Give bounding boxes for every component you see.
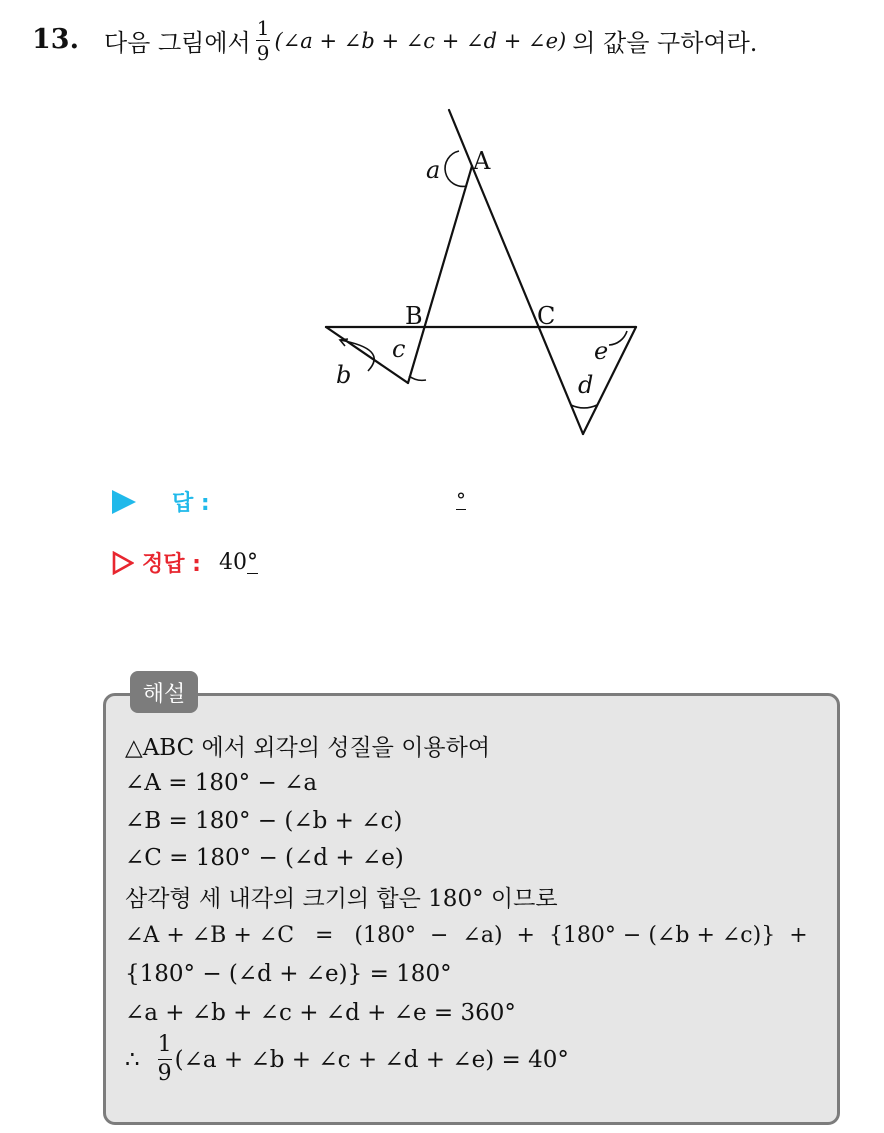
correct-answer-degree: ° xyxy=(246,550,258,575)
question-number: 13. xyxy=(32,24,79,55)
question-suffix: 의 값을 구하여라. xyxy=(572,29,758,58)
angle-a-label: a xyxy=(426,156,441,184)
correct-answer-row xyxy=(112,547,258,578)
question-text xyxy=(104,16,758,66)
answer-label: 답 : xyxy=(172,491,210,516)
solution-final-expression: (∠a + ∠b + ∠c + ∠d + ∠e) = 40° xyxy=(174,1046,569,1073)
solution-line-2: ∠A = 180° − ∠a xyxy=(125,770,318,796)
fraction-denominator: 9 xyxy=(256,41,270,66)
line-A-to-d-vertex xyxy=(472,166,583,434)
solution-line-8: ∠a + ∠b + ∠c + ∠d + ∠e = 360° xyxy=(125,1000,516,1026)
solution-line-7: {180° − (∠d + ∠e)} = 180° xyxy=(125,961,452,987)
angle-d-arc xyxy=(571,405,597,408)
angle-e-arc xyxy=(609,331,627,345)
angle-a-arc xyxy=(445,151,467,186)
solution-tag: 해설 xyxy=(130,671,198,713)
angle-e-label: e xyxy=(594,337,609,365)
point-A-label: A xyxy=(473,147,491,175)
answer-degree-symbol: ° xyxy=(456,488,466,512)
point-C-label: C xyxy=(537,302,556,330)
extension-line-top xyxy=(449,110,472,166)
solution-fraction xyxy=(158,1034,172,1085)
angle-c-label: c xyxy=(392,335,406,363)
solution-final-line xyxy=(125,1034,569,1085)
question-fraction xyxy=(255,16,272,66)
solution-line-5: 삼각형 세 내각의 크기의 합은 180° 이므로 xyxy=(125,886,558,912)
solution-line-1: △ABC 에서 외각의 성질을 이용하여 xyxy=(125,735,491,761)
solution-fraction-bar xyxy=(158,1059,172,1060)
solution-fraction-denominator: 9 xyxy=(157,1061,172,1087)
angle-c-arc xyxy=(409,376,426,380)
question-expression: (∠a + ∠b + ∠c + ∠d + ∠e) xyxy=(274,28,567,53)
line-A-to-b-vertex xyxy=(408,166,472,383)
fraction-numerator: 1 xyxy=(256,16,270,40)
play-triangle-icon xyxy=(112,490,136,514)
correct-answer-label: 정답 : xyxy=(142,552,201,577)
solution-line-3: ∠B = 180° − (∠b + ∠c) xyxy=(125,808,403,834)
angle-d-label: d xyxy=(578,371,594,399)
solution-line-4: ∠C = 180° − (∠d + ∠e) xyxy=(125,845,404,871)
answer-blank[interactable] xyxy=(456,488,466,512)
outline-triangle-icon xyxy=(112,551,134,575)
angle-b-label: b xyxy=(336,361,352,389)
solution-fraction-numerator: 1 xyxy=(157,1032,172,1057)
correct-answer-value xyxy=(219,550,258,575)
question-prefix: 다음 그림에서 xyxy=(104,29,251,58)
geometry-figure xyxy=(310,108,650,448)
correct-answer-number: 40 xyxy=(218,550,247,575)
point-B-label: B xyxy=(405,302,423,330)
therefore-symbol: ∴ xyxy=(125,1046,140,1073)
answer-row xyxy=(112,486,210,517)
solution-line-6: ∠A + ∠B + ∠C = (180° − ∠a) + {180° − (∠b + ∠c)} + xyxy=(125,923,808,948)
